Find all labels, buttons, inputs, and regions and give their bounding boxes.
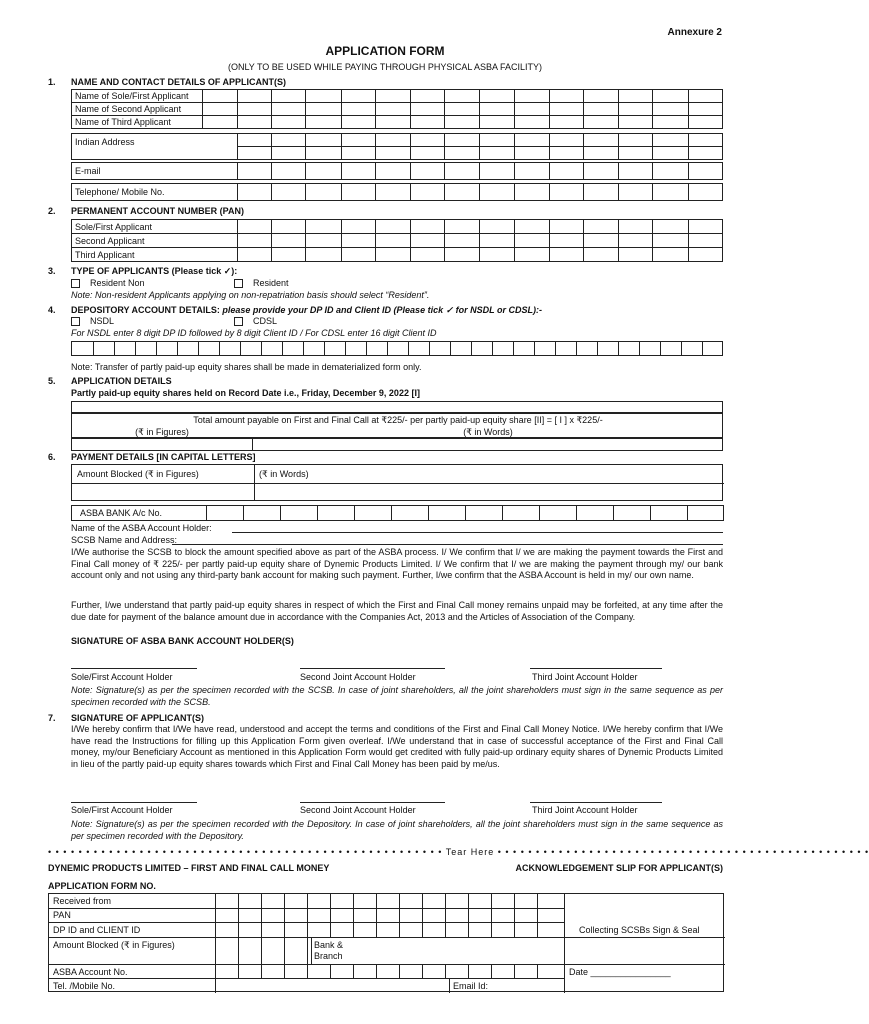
row-label: Name of Second Applicant	[72, 103, 203, 116]
sig-label-third: Third Joint Account Holder	[532, 805, 638, 815]
slip-ack-heading: ACKNOWLEDGEMENT SLIP FOR APPLICANT(S)	[515, 863, 723, 873]
signature-line[interactable]	[530, 668, 662, 669]
scsb-name-line[interactable]	[172, 544, 723, 545]
words-label: (₹ in Words)	[463, 427, 513, 437]
payment-amount-box[interactable]	[71, 464, 723, 501]
amount-words-label: (₹ in Words)	[259, 469, 309, 479]
phone-table	[71, 183, 723, 201]
dp-client-id-label: DP ID and CLIENT ID	[53, 925, 141, 935]
section-2-number: 2.	[48, 206, 56, 216]
section-6-number: 6.	[48, 452, 56, 462]
nsdl-option[interactable]: NSDL	[71, 316, 114, 326]
form-title: APPLICATION FORM	[325, 44, 445, 58]
signature-line[interactable]	[300, 668, 445, 669]
total-amount-label: Total amount payable on First and Final Call at ₹225/- per partly paid-up equity share [II] = [ I ] x ₹225/-	[193, 415, 603, 425]
section-5-heading: APPLICATION DETAILS	[71, 376, 172, 386]
checkbox-icon[interactable]	[71, 279, 80, 288]
authorisation-paragraph: I/We authorise the SCSB to block the amount specified above as part of the ASBA process. I/ We confirm that I/ we are making the payment towards the First and Final Call money of ₹ 225/- per partly paid-up equity share of Dynemic Products Limited. I/ We confirm that I/ we are making the payment through my/ our bank account only and not using any third-party bank account for making such payment. Further, I/we confirm that the ASBA Account is held in my/ our own name.	[71, 547, 723, 580]
checkbox-icon[interactable]	[234, 279, 243, 288]
tear-dots-left: • • • • • • • • • • • • • • • • • • • • • • • • • • • • • • • • • • • • • • • • • • • • • • • • • • • •	[48, 847, 446, 857]
tear-line	[48, 847, 869, 857]
slip-asba-label: ASBA Account No.	[53, 967, 128, 977]
acknowledgement-slip	[48, 893, 724, 992]
section-4-instructions: For NSDL enter 8 digit DP ID followed by 8 digit Client ID / For CDSL enter 16 digit Client ID	[71, 328, 437, 338]
pan-row-label: Third Applicant	[72, 248, 238, 262]
section-3-heading: TYPE OF APPLICANTS (Please tick ✓):	[71, 266, 238, 276]
section-5-subheading: Partly paid-up equity shares held on Record Date i.e., Friday, December 9, 2022 [I]	[71, 388, 420, 398]
phone-label: Telephone/ Mobile No.	[72, 184, 238, 201]
signature-line[interactable]	[530, 802, 662, 803]
signature-line[interactable]	[71, 668, 197, 669]
slip-form-no-label: APPLICATION FORM NO.	[48, 881, 156, 891]
asba-account-table	[71, 505, 724, 521]
section-7-heading: SIGNATURE OF APPLICANT(S)	[71, 713, 204, 723]
amount-entry-box[interactable]	[71, 438, 723, 451]
resident-non-option[interactable]: Resident Non	[71, 278, 145, 288]
dp-client-id-boxes[interactable]	[71, 341, 723, 356]
form-subtitle: (ONLY TO BE USED WHILE PAYING THROUGH PHYSICAL ASBA FACILITY)	[227, 62, 543, 72]
resident-option[interactable]: Resident	[234, 278, 289, 288]
slip-email-label: Email Id:	[453, 981, 489, 991]
tear-here-label: Tear Here	[445, 847, 495, 857]
amount-blocked-label: Amount Blocked (₹ in Figures)	[77, 469, 199, 479]
section-1-heading: NAME AND CONTACT DETAILS OF APPLICANT(S)	[71, 77, 286, 87]
sig-label-first: Sole/First Account Holder	[71, 805, 173, 815]
signature-line[interactable]	[300, 802, 445, 803]
section-3-note: Note: Non-resident Applicants applying on non-repatriation basis should select “Resident”.	[71, 290, 430, 300]
pan-label: PAN	[53, 910, 71, 920]
tear-dots-right: • • • • • • • • • • • • • • • • • • • • • • • • • • • • • • • • • • • • • • • • • • • • • • • • •	[494, 847, 869, 857]
forfeiture-paragraph: Further, I/we understand that partly paid-up equity shares in respect of which the First and Final Call money remains unpaid may be forfeited, at any time after the due date for payment of the balance amount due in accordance with the Companies Act, 2013 and the Articles of Association of the Company.	[71, 600, 723, 622]
section-6-note: Note: Signature(s) as per the specimen recorded with the SCSB. In case of joint shareholders, all the joint shareholders must sign in the same sequence as per specimen recorded with the SCSB.	[71, 685, 723, 707]
checkbox-icon[interactable]	[234, 317, 243, 326]
applicant-name-table	[71, 89, 723, 129]
scsb-seal-label: Collecting SCSBs Sign & Seal	[579, 925, 700, 935]
figures-label: (₹ in Figures)	[135, 427, 189, 437]
email-table	[71, 162, 723, 180]
annexure-label: Annexure 2	[667, 27, 722, 38]
section-5-number: 5.	[48, 376, 56, 386]
cdsl-option[interactable]: CDSL	[234, 316, 277, 326]
section-4-heading: DEPOSITORY ACCOUNT DETAILS: please provide your DP ID and Client ID (Please tick ✓ for NSDL or CDSL):-	[71, 305, 542, 315]
bank-label: Bank &	[314, 940, 344, 950]
section-3-number: 3.	[48, 266, 56, 276]
section-7-number: 7.	[48, 713, 56, 723]
asba-signature-heading: SIGNATURE OF ASBA BANK ACCOUNT HOLDER(S)	[71, 636, 294, 646]
pan-row-label: Sole/First Applicant	[72, 220, 238, 234]
slip-tel-label: Tel. /Mobile No.	[53, 981, 116, 991]
table-row	[72, 103, 723, 116]
slip-company-heading: DYNEMIC PRODUCTS LIMITED – FIRST AND FINAL CALL MONEY	[48, 863, 330, 873]
total-amount-box	[71, 413, 723, 438]
section-2-heading: PERMANENT ACCOUNT NUMBER (PAN)	[71, 206, 244, 216]
branch-label: Branch	[314, 951, 343, 961]
address-table	[71, 133, 723, 160]
section-4-number: 4.	[48, 305, 56, 315]
slip-date-label: Date ________________	[569, 967, 671, 977]
received-from-label: Received from	[53, 896, 112, 906]
sig-label-second: Second Joint Account Holder	[300, 805, 416, 815]
section-1-number: 1.	[48, 77, 56, 87]
checkbox-icon[interactable]	[71, 317, 80, 326]
sig-label-second: Second Joint Account Holder	[300, 672, 416, 682]
pan-row-label: Second Applicant	[72, 234, 238, 248]
account-holder-line[interactable]	[232, 532, 723, 533]
slip-amount-label: Amount Blocked (₹ in Figures)	[53, 940, 175, 950]
address-label: Indian Address	[72, 134, 238, 160]
row-label: Name of Third Applicant	[72, 116, 203, 129]
account-holder-label: Name of the ASBA Account Holder:	[71, 523, 212, 533]
table-row	[72, 116, 723, 129]
sig-label-third: Third Joint Account Holder	[532, 672, 638, 682]
row-label: Name of Sole/First Applicant	[72, 90, 203, 103]
applicant-confirmation-paragraph: I/We hereby confirm that I/We have read, understood and accept the terms and conditions of the First and Final Call Money Notice. I/We hereby confirm that I/We have read the Instructions for filling up this Application Form given overleaf. I/We understand that in case of successful acceptance of the First and Final Call money, my/our Beneficiary Account as mentioned in this Application Form would get credited with fully paid-up ordinary equity shares of Dynemic Products Limited in lieu of the partly paid-up equity shares towards which First and Final Call Money has been paid by me/us.	[71, 724, 723, 769]
table-row	[72, 90, 723, 103]
section-4-note: Note: Transfer of partly paid-up equity shares shall be made in dematerialized form only.	[71, 362, 422, 372]
scsb-name-label: SCSB Name and Address:	[71, 535, 178, 545]
section-6-heading: PAYMENT DETAILS [IN CAPITAL LETTERS]	[71, 452, 256, 462]
sig-label-first: Sole/First Account Holder	[71, 672, 173, 682]
email-label: E-mail	[72, 163, 238, 180]
pan-table	[71, 219, 723, 262]
section-7-note: Note: Signature(s) as per the specimen recorded with the Depository. In case of joint shareholders, all the joint shareholders must sign in the same sequence as per specimen recorded with the Depository.	[71, 819, 723, 841]
signature-line[interactable]	[71, 802, 197, 803]
shares-held-box[interactable]	[71, 401, 723, 413]
asba-account-label: ASBA BANK A/c No.	[72, 506, 207, 521]
